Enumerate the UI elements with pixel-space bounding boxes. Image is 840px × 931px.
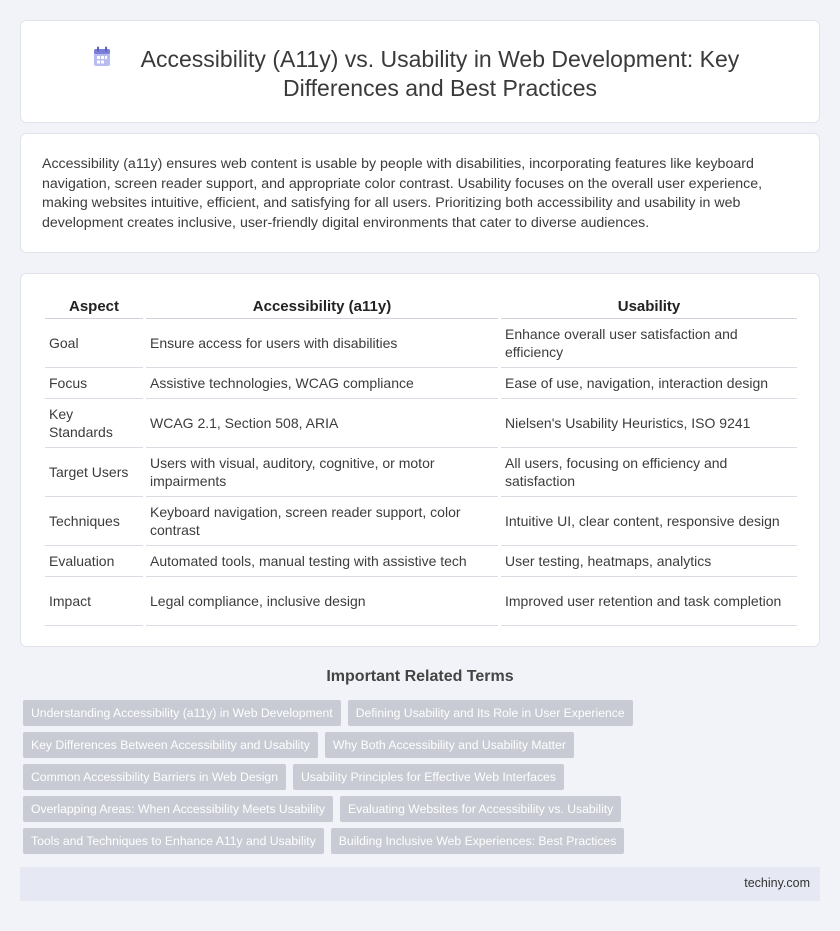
footer	[20, 867, 820, 901]
footer-site-link[interactable]: techiny.com	[744, 876, 810, 890]
related-term-tag[interactable]: Usability Principles for Effective Web Interfaces	[293, 764, 564, 790]
table-cell: Automated tools, manual testing with assistive tech	[146, 546, 498, 577]
table-cell: Key Standards	[45, 399, 143, 448]
table-cell: Techniques	[45, 497, 143, 546]
related-term-tag[interactable]: Overlapping Areas: When Accessibility Meets Usability	[23, 796, 333, 822]
table-cell: Improved user retention and task completion	[501, 577, 797, 626]
related-terms-heading: Important Related Terms	[326, 668, 514, 685]
related-term-tag[interactable]: Key Differences Between Accessibility and Usability	[23, 732, 318, 758]
table-row	[45, 319, 797, 368]
intro-paragraph: Accessibility (a11y) ensures web content is usable by people with disabilities, incorporating features like keyboard navigation, screen reader support, and appropriate color contrast. Usability focuses on the overall user experience, making websites intuitive, efficient, and satisfying for all users. Prioritizing both accessibility and usability in web development creates inclusive, user-friendly digital environments that cater to diverse audiences.	[42, 156, 763, 231]
header-aspect: Aspect	[45, 295, 143, 319]
table-row	[45, 577, 797, 626]
table-header-row	[45, 295, 797, 319]
related-terms-list	[23, 700, 813, 860]
table-cell: All users, focusing on efficiency and satisfaction	[501, 448, 797, 497]
table-row	[45, 546, 797, 577]
related-term-tag[interactable]: Tools and Techniques to Enhance A11y and Usability	[23, 828, 324, 854]
table-cell: Goal	[45, 319, 143, 368]
table-row	[45, 399, 797, 448]
intro-card	[20, 133, 820, 253]
table-cell: User testing, heatmaps, analytics	[501, 546, 797, 577]
table-cell: Users with visual, auditory, cognitive, or motor impairments	[146, 448, 498, 497]
table-row	[45, 448, 797, 497]
table-row	[45, 368, 797, 399]
table-row	[45, 497, 797, 546]
title-card	[20, 20, 820, 123]
table-cell: Ease of use, navigation, interaction design	[501, 368, 797, 399]
table-cell: Intuitive UI, clear content, responsive design	[501, 497, 797, 546]
table-cell: Enhance overall user satisfaction and efficiency	[501, 319, 797, 368]
header-accessibility: Accessibility (a11y)	[146, 295, 498, 319]
page-title: Accessibility (A11y) vs. Usability in Web Development: Key Differences and Best Practices	[140, 46, 740, 101]
table-cell: WCAG 2.1, Section 508, ARIA	[146, 399, 498, 448]
comparison-card	[20, 273, 820, 647]
related-term-tag[interactable]: Why Both Accessibility and Usability Matter	[325, 732, 574, 758]
table-cell: Keyboard navigation, screen reader support, color contrast	[146, 497, 498, 546]
table-cell: Focus	[45, 368, 143, 399]
table-cell: Target Users	[45, 448, 143, 497]
related-term-tag[interactable]: Defining Usability and Its Role in User Experience	[348, 700, 633, 726]
table-cell: Impact	[45, 577, 143, 626]
related-term-tag[interactable]: Common Accessibility Barriers in Web Design	[23, 764, 286, 790]
table-cell: Ensure access for users with disabilities	[146, 319, 498, 368]
table-cell: Evaluation	[45, 546, 143, 577]
table-cell: Nielsen's Usability Heuristics, ISO 9241	[501, 399, 797, 448]
related-term-tag[interactable]: Understanding Accessibility (a11y) in Web Development	[23, 700, 341, 726]
related-term-tag[interactable]: Building Inclusive Web Experiences: Best Practices	[331, 828, 625, 854]
related-term-tag[interactable]: Evaluating Websites for Accessibility vs. Usability	[340, 796, 621, 822]
comparison-table	[42, 295, 800, 626]
table-cell: Assistive technologies, WCAG compliance	[146, 368, 498, 399]
header-usability: Usability	[501, 295, 797, 319]
table-cell: Legal compliance, inclusive design	[146, 577, 498, 626]
